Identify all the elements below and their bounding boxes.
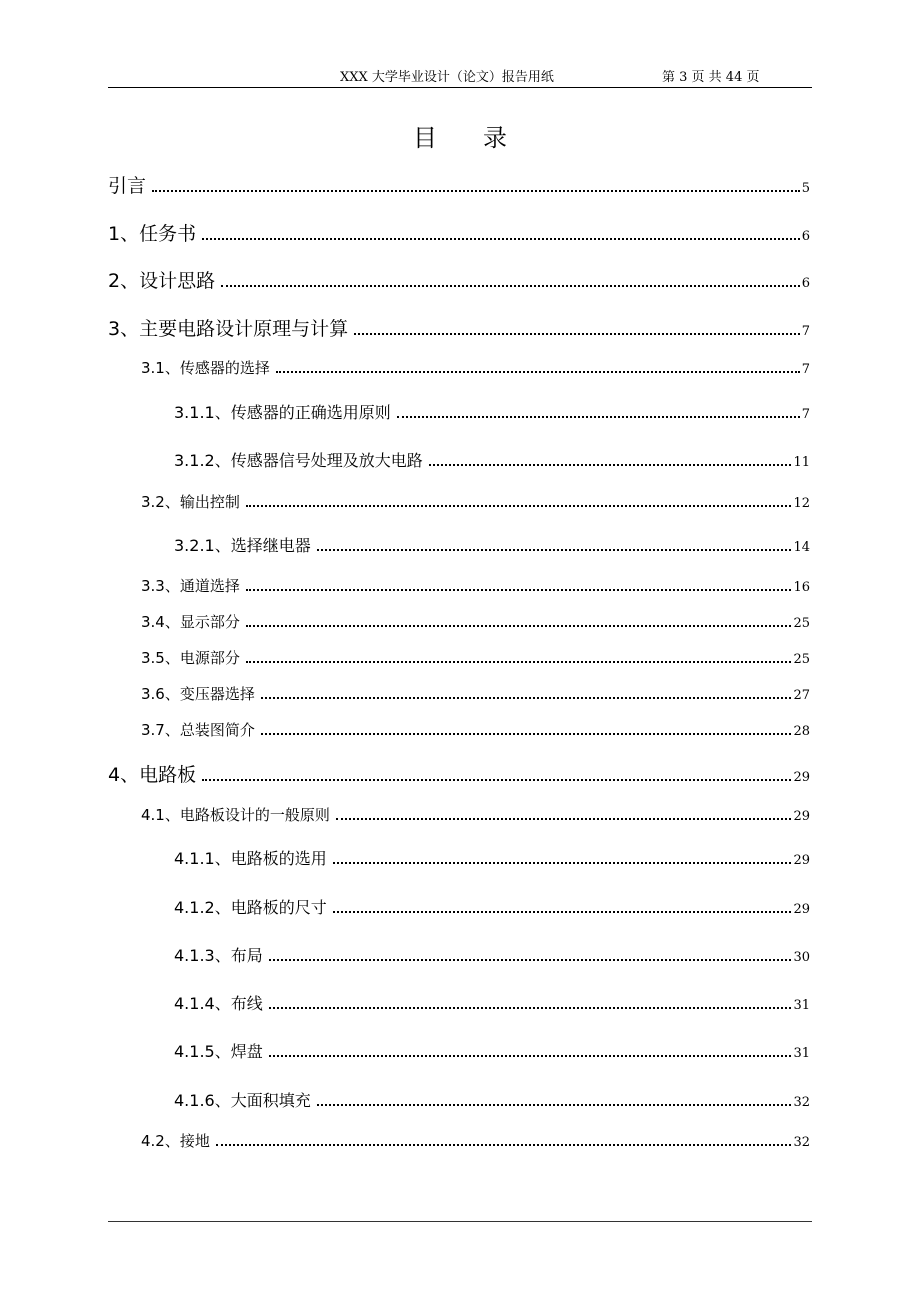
toc-entry[interactable] xyxy=(174,1039,810,1062)
toc-leader xyxy=(397,416,800,418)
toc-entry[interactable] xyxy=(108,171,810,198)
toc-entry-label: 4.1.4、布线 xyxy=(174,994,263,1013)
toc-entry-page: 31 xyxy=(793,998,810,1013)
toc-entry[interactable] xyxy=(141,491,810,512)
toc-entry-label: 3.7、总装图简介 xyxy=(141,721,255,739)
toc-leader xyxy=(261,697,792,699)
toc-entry[interactable] xyxy=(174,448,810,471)
toc-entry-label: 4.1、电路板设计的一般原则 xyxy=(141,806,330,824)
toc-entry-page: 14 xyxy=(793,540,810,555)
toc-entry-page: 29 xyxy=(793,809,810,824)
toc-leader xyxy=(333,862,792,864)
toc-entry-label: 4、电路板 xyxy=(108,764,197,786)
toc-entry[interactable] xyxy=(108,760,810,787)
header-title: XXX 大学毕业设计（论文）报告用纸 xyxy=(340,70,554,85)
toc-entry[interactable] xyxy=(174,1088,810,1111)
toc-leader xyxy=(202,238,800,240)
toc-entry[interactable] xyxy=(174,846,810,869)
toc-leader xyxy=(269,959,792,961)
toc-entry[interactable] xyxy=(141,357,810,378)
toc-entry[interactable] xyxy=(108,266,810,293)
toc-entry-page: 29 xyxy=(793,902,810,917)
toc-entry-page: 32 xyxy=(793,1095,810,1110)
toc-entry-label: 3、主要电路设计原理与计算 xyxy=(108,318,349,340)
toc-entry[interactable] xyxy=(108,219,810,246)
toc-entry[interactable] xyxy=(174,943,810,966)
toc-leader xyxy=(269,1055,792,1057)
toc-entry[interactable] xyxy=(108,314,810,341)
toc-entry-label: 3.2、输出控制 xyxy=(141,493,240,511)
toc-entry-page: 29 xyxy=(793,853,810,868)
toc-entry-label: 4.1.3、布局 xyxy=(174,946,263,965)
toc-leader xyxy=(216,1144,792,1146)
toc-leader xyxy=(152,190,800,192)
toc-leader xyxy=(333,911,792,913)
toc-leader xyxy=(246,589,792,591)
toc-entry-page: 6 xyxy=(801,229,810,244)
toc-leader xyxy=(246,661,792,663)
toc-entry-page: 25 xyxy=(793,652,810,667)
toc-entry[interactable] xyxy=(174,895,810,918)
toc-entry-label: 4.1.6、大面积填充 xyxy=(174,1091,311,1110)
toc-leader xyxy=(276,371,800,373)
toc-entry-label: 3.6、变压器选择 xyxy=(141,685,255,703)
toc-entry-page: 27 xyxy=(793,688,810,703)
toc-entry[interactable] xyxy=(141,575,810,596)
toc-entry-label: 3.1.2、传感器信号处理及放大电路 xyxy=(174,451,423,470)
toc-entry-page: 29 xyxy=(793,770,810,785)
toc-entry-page: 16 xyxy=(793,580,810,595)
toc-entry-label: 1、任务书 xyxy=(108,223,197,245)
toc-entry-label: 3.1、传感器的选择 xyxy=(141,359,270,377)
toc-entry-label: 引言 xyxy=(108,175,147,197)
toc-title: 目录 xyxy=(413,124,553,152)
toc-entry-label: 3.5、电源部分 xyxy=(141,649,240,667)
toc-entry[interactable] xyxy=(141,611,810,632)
toc-entry-page: 32 xyxy=(793,1135,810,1150)
toc-leader xyxy=(317,1104,792,1106)
toc-entry-page: 7 xyxy=(801,324,810,339)
toc-leader xyxy=(202,779,791,781)
toc-entry-page: 25 xyxy=(793,616,810,631)
toc-entry-label: 3.1.1、传感器的正确选用原则 xyxy=(174,403,391,422)
toc-entry-page: 31 xyxy=(793,1046,810,1061)
footer-rule xyxy=(108,1221,812,1222)
toc-entry[interactable] xyxy=(141,1130,810,1151)
toc-entry[interactable] xyxy=(141,804,810,825)
toc-entry-label: 4.2、接地 xyxy=(141,1132,210,1150)
toc-leader xyxy=(269,1007,792,1009)
header-rule xyxy=(108,87,812,88)
toc-entry-page: 7 xyxy=(801,407,810,422)
toc-entry-page: 7 xyxy=(801,362,810,377)
toc-leader xyxy=(354,333,800,335)
toc-leader xyxy=(336,818,792,820)
toc-entry-page: 11 xyxy=(793,455,810,470)
toc-entry[interactable] xyxy=(141,719,810,740)
toc-leader xyxy=(317,549,792,551)
toc-leader xyxy=(246,625,792,627)
toc-entry-label: 4.1.2、电路板的尺寸 xyxy=(174,898,327,917)
toc-entry[interactable] xyxy=(141,683,810,704)
toc-entry-label: 2、设计思路 xyxy=(108,270,216,292)
toc-entry[interactable] xyxy=(174,533,810,556)
toc-entry-page: 5 xyxy=(801,181,810,196)
toc-entry[interactable] xyxy=(174,991,810,1014)
toc-entry[interactable] xyxy=(141,647,810,668)
toc-entry-label: 3.4、显示部分 xyxy=(141,613,240,631)
header-page-info: 第 3 页 共 44 页 xyxy=(662,70,760,85)
toc-leader xyxy=(429,464,792,466)
toc-entry-page: 6 xyxy=(801,276,810,291)
toc-entry[interactable] xyxy=(174,400,810,423)
toc-leader xyxy=(221,285,800,287)
toc-leader xyxy=(246,505,792,507)
toc-entry-label: 4.1.1、电路板的选用 xyxy=(174,849,327,868)
toc-leader xyxy=(261,733,792,735)
toc-entry-page: 28 xyxy=(793,724,810,739)
toc-entry-page: 30 xyxy=(793,950,810,965)
toc-entry-page: 12 xyxy=(793,496,810,511)
toc-entry-label: 3.3、通道选择 xyxy=(141,577,240,595)
toc-entry-label: 4.1.5、焊盘 xyxy=(174,1042,263,1061)
toc-entry-label: 3.2.1、选择继电器 xyxy=(174,536,311,555)
